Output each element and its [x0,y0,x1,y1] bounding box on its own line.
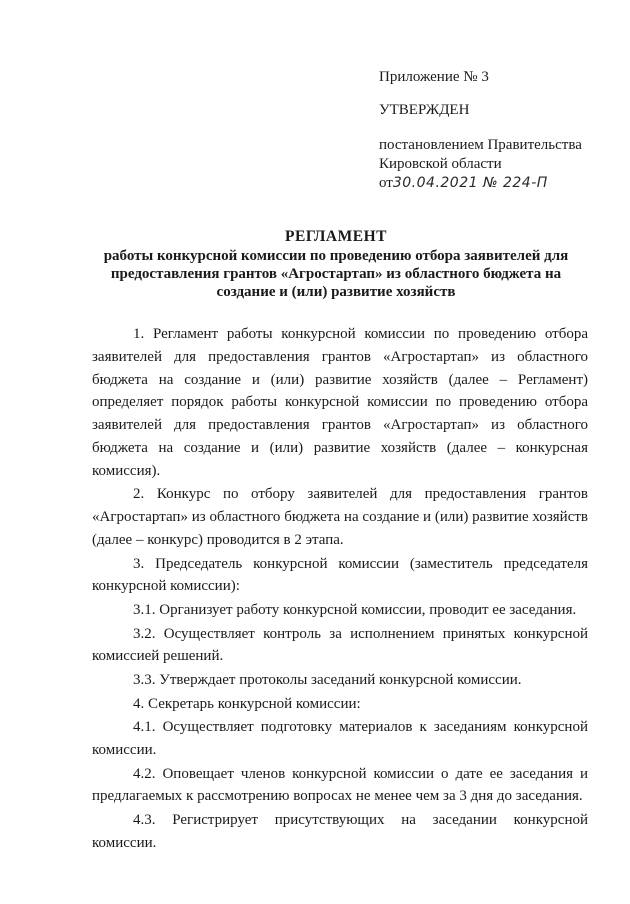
paragraph-3-2: 3.2. Осуществляет контроль за исполнением принятых конкурсной комиссией решений. [92,625,588,665]
title-main: РЕГЛАМЕНТ [285,228,387,245]
resolution-line-2: Кировской области [379,156,502,172]
appendix-label: Приложение № 3 [379,69,489,85]
resolution-line-1: постановлением Правительства [379,137,582,153]
title-sub-line-1: работы конкурсной комиссии по проведению отбора заявителей для [103,248,569,264]
paragraph-3: 3. Председатель конкурсной комиссии (заместитель председателя конкурсной комиссии): [92,555,588,595]
paragraph-2: 2. Конкурс по отбору заявителей для предоставления грантов «Агростартап» из областного бюджета на создание и (или) развитие хозяйств (далее – конкурс) проводится в 2 этапа. [92,486,588,548]
document-title [96,228,576,301]
approval-header [379,68,619,193]
paragraph-4-2: 4.2. Оповещает членов конкурсной комиссии о дате ее заседания и предлагаемых к рассмотрению вопросах не менее чем за 3 дня до заседания. [92,765,588,805]
paragraph-4-3: 4.3. Регистрирует присутствующих на заседании конкурсной комиссии. [92,811,588,851]
approved-label: УТВЕРЖДЕН [379,102,470,118]
paragraph-3-1: 3.1. Организует работу конкурсной комиссии, проводит ее заседания. [133,601,577,618]
paragraph-1: 1. Регламент работы конкурсной комиссии по проведению отбора заявителей для предоставления грантов «Агростартап» из областного бюджета на создание и (или) развитие хозяйств (далее – Регламент) определяет порядок работы конкурсной комиссии по проведению отбора заявителей для предоставления грантов «Агростартап» из областного бюджета на создание и (или) развитие хозяйств (далее – конкурсная комиссия). [92,326,588,479]
title-sub-line-3: создание и (или) развитие хозяйств [216,284,456,300]
paragraph-3-3: 3.3. Утверждает протоколы заседаний конкурсной комиссии. [133,671,522,688]
document-body [92,323,588,855]
paragraph-4: 4. Секретарь конкурсной комиссии: [133,695,361,712]
from-prefix: от [379,175,393,191]
handwritten-date-number: 30.04.2021 № 224-П [392,175,548,191]
paragraph-4-1: 4.1. Осуществляет подготовку материалов к заседаниям конкурсной комиссии. [92,719,588,758]
title-sub-line-2: предоставления грантов «Агростартап» из областного бюджета на [110,266,562,282]
resolution-date-line [379,174,619,193]
